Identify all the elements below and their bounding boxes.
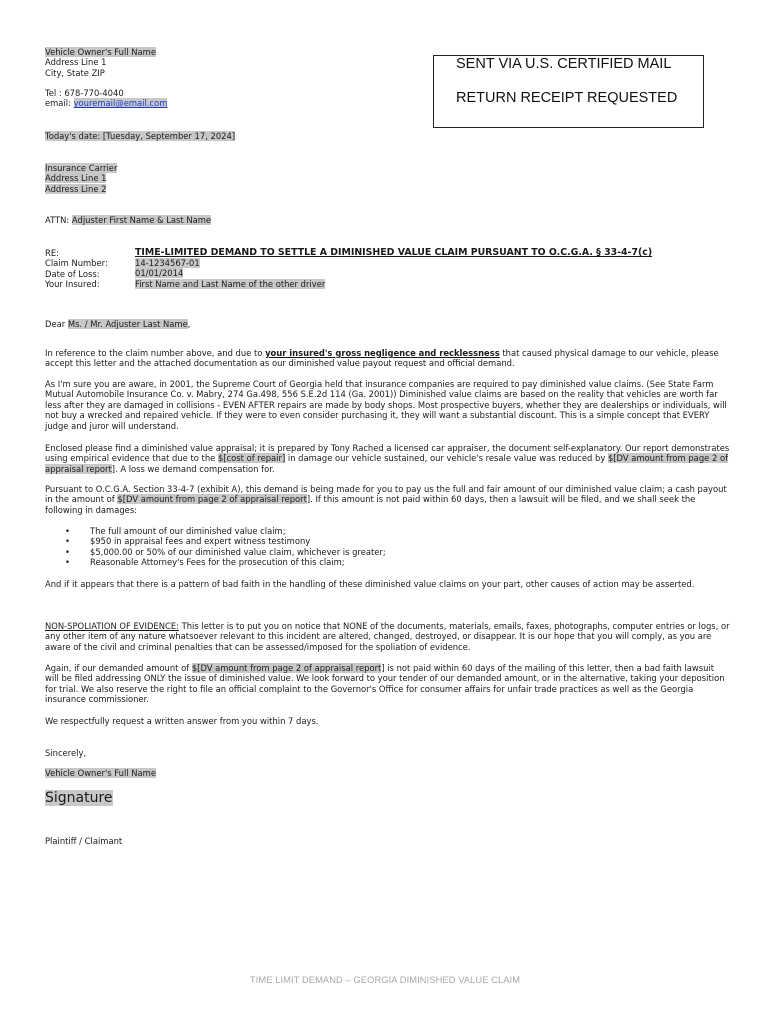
- salutation-suffix: ,: [187, 319, 191, 329]
- para4-text-a: Pursuant to O.C.G.A. Section 33-4-7 (exhibit A), this demand is being made for you to pay us the full and fair amount of our diminished value claim; a cash payout in the amount of: [45, 484, 727, 505]
- attn-line: [45, 215, 211, 225]
- sender-block: [45, 47, 156, 78]
- owner-full-name: Vehicle Owner's Full Name: [45, 768, 156, 778]
- salutation-prefix: Dear: [45, 319, 68, 329]
- list-item: [45, 547, 730, 557]
- bullet-icon: •: [65, 536, 70, 547]
- attn-name: Adjuster First Name & Last Name: [71, 215, 212, 225]
- damages-list: [45, 526, 730, 568]
- para1-text-c: that caused physical damage to our vehicle, please accept this letter and the attached documentation as our diminished value payout request and official demand.: [45, 348, 719, 369]
- list-item: [45, 557, 730, 567]
- role-line: [45, 836, 122, 846]
- certified-line-1: SENT VIA U.S. CERTIFIED MAIL: [456, 56, 672, 72]
- dv-amount-field-3: $[DV amount from page 2 of appraisal report: [191, 663, 382, 673]
- sender-tel: Tel : 678-770-4040: [45, 88, 124, 98]
- certified-mail-box: [433, 55, 704, 128]
- re-label: RE:: [45, 248, 59, 258]
- damage-item-text: Reasonable Attorney's Fees for the prosecution of this claim;: [90, 557, 345, 568]
- bullet-icon: •: [65, 546, 70, 557]
- recipient-address-1: Address Line 1: [45, 173, 107, 184]
- para3-text-c: in damage our vehicle sustained, our vehicle's resale value was reduced by: [285, 453, 608, 464]
- date-line: [45, 131, 235, 141]
- list-item: [45, 526, 730, 536]
- date-of-loss-label: Date of Loss:: [45, 268, 100, 279]
- recipient-block: [45, 163, 117, 194]
- todays-date: Today's date: [Tuesday, September 17, 2024]: [45, 131, 236, 141]
- para4-text-c: ]. If this amount is not paid within 60 days, then a lawsuit will be filed, and we shall seek the following in damages:: [45, 494, 696, 515]
- certified-line-2: RETURN RECEIPT REQUESTED: [456, 90, 678, 106]
- plaintiff-claimant: Plaintiff / Claimant: [45, 836, 123, 846]
- paragraph-pursuant: [45, 484, 730, 515]
- your-insured-label: Your Insured:: [45, 279, 100, 290]
- re-labels: [45, 248, 108, 290]
- para3-text-e: ]. A loss we demand compensation for.: [111, 463, 275, 474]
- recipient-address-2: Address Line 2: [45, 183, 107, 194]
- date-of-loss-value: 01/01/2014: [135, 268, 184, 279]
- para3-text-a: Enclosed please find a diminished value appraisal; it is prepared by Tony Rached a licensed car appraiser, the document self-explanatory. Our report demonstrates using empirical evidence that due to the: [45, 443, 730, 464]
- sender-contact: [45, 88, 167, 109]
- damage-item-text: $5,000.00 or 50% of our diminished value claim, whichever is greater;: [90, 546, 386, 557]
- paragraph-reference: [45, 348, 730, 369]
- paragraph-non-spoliation: [45, 621, 730, 652]
- salutation-name: Ms. / Mr. Adjuster Last Name: [67, 319, 188, 329]
- list-item: [45, 536, 730, 546]
- damage-item-text: $950 in appraisal fees and expert witness testimony: [90, 536, 311, 547]
- dv-amount-field-1: $[DV amount from page 2 of appraisal report: [45, 453, 729, 474]
- para7-text-c: ] is not paid within 60 days of the mailing of this letter, then a bad faith lawsuit will be filed addressing ONLY the issue of diminished value. We look forward to your tender of our demanded amount, or in the alternative, taking your deposition for trial. We also reserve the right to file an official complaint to the Governor's Office for consumer affairs for unfair trade practices as well as the Georgia insurance commissioner.: [45, 663, 725, 705]
- paragraph-request: [45, 716, 730, 726]
- closing-text: Sincerely,: [45, 748, 87, 758]
- para2-text: As I'm sure you are aware, in 2001, the Supreme Court of Georgia held that insurance companies are required to pay diminished value claims. (See State Farm Mutual Automobile Insurance Co. v. Mabry, 274 Ga.498, 556 S.E.2d 114 (Ga. 2001)) Diminished value claims are based on the reality that vehicles are worth far less after they are damaged in collisions - EVEN AFTER repairs are made by body shops. Most prospective buyers, whether they are dealerships or individuals, will not buy a wrecked and repaired vehicle. If they were to even consider purchasing it, they will want a substantial discount. This is a simple concept that EVERY judge and juror will understand.: [45, 379, 727, 431]
- sender-email-label: email:: [45, 98, 74, 109]
- signature-field: Signature: [45, 790, 113, 806]
- re-values: [135, 247, 652, 289]
- para1-emphasis: your insured's gross negligence and recklessness: [265, 348, 500, 358]
- re-title: TIME-LIMITED DEMAND TO SETTLE A DIMINISHED VALUE CLAIM PURSUANT TO O.C.G.A. § 33-4-7(c): [135, 247, 653, 258]
- paragraph-again: [45, 663, 730, 705]
- sender-name: Vehicle Owner's Full Name: [45, 47, 156, 57]
- para6-text: This letter is to put you on notice that NONE of the documents, materials, emails, faxes, photographs, computer entries or logs, or any other item of any nature whatsoever relevant to this incident are altered, changed, destroyed, or disappear. It is our hope that you will comply, as you are aware of the civil and criminal penalties that can be assessed/imposed for the spoliation of evidence.: [45, 621, 730, 652]
- signature-block: [45, 790, 113, 806]
- cost-of-repair-field: $[cost of repair]: [217, 453, 286, 464]
- salutation: [45, 319, 190, 329]
- non-spoliation-heading: NON-SPOLIATION OF EVIDENCE:: [45, 621, 179, 631]
- para8-text: We respectfully request a written answer from you within 7 days.: [45, 716, 319, 726]
- closing-name: [45, 768, 156, 778]
- dv-amount-field-2: $[DV amount from page 2 of appraisal report: [117, 494, 307, 505]
- claim-number-value: 14-1234567-01: [135, 258, 200, 268]
- para5-text: And if it appears that there is a pattern of bad faith in the handling of these diminished value claims on your part, other causes of action may be asserted.: [45, 579, 695, 589]
- paragraph-supreme-court: [45, 379, 730, 431]
- sender-city: City, State ZIP: [45, 67, 105, 78]
- your-insured-value: First Name and Last Name of the other driver: [135, 278, 326, 289]
- bullet-icon: •: [65, 557, 70, 568]
- recipient-carrier: Insurance Carrier: [45, 163, 118, 173]
- para7-text-a: Again, if our demanded amount of: [45, 663, 192, 673]
- sender-address: Address Line 1: [45, 57, 107, 68]
- bullet-icon: •: [65, 526, 70, 536]
- para1-text-a: In reference to the claim number above, and due to: [45, 348, 266, 358]
- claim-number-label: Claim Number:: [45, 258, 108, 269]
- closing: [45, 748, 86, 758]
- sender-email-link[interactable]: youremail@email.com: [73, 98, 168, 109]
- page-footer: [0, 975, 770, 985]
- paragraph-appraisal: [45, 443, 730, 474]
- attn-label: ATTN:: [45, 215, 72, 225]
- footer-text: TIME LIMIT DEMAND – GEORGIA DIMINISHED VALUE CLAIM: [249, 975, 521, 985]
- damage-item-text: The full amount of our diminished value claim;: [90, 526, 286, 536]
- paragraph-bad-faith: [45, 579, 730, 589]
